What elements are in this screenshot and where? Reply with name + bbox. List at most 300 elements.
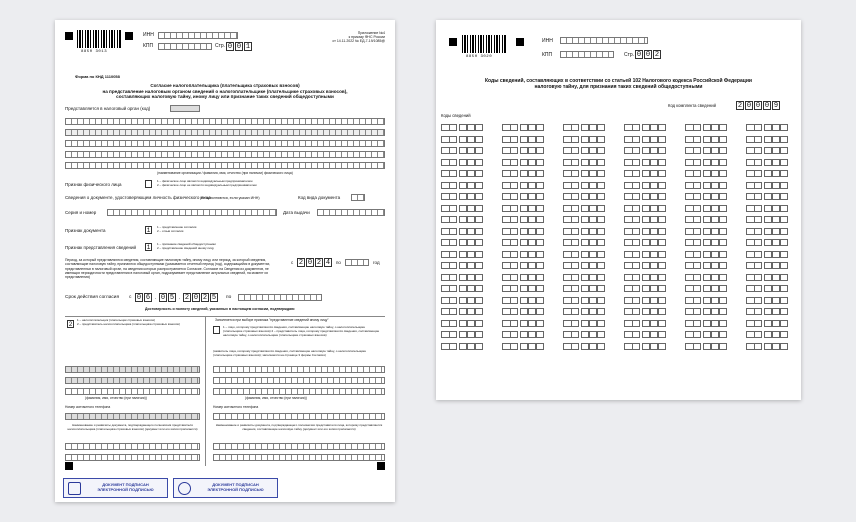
info-code-field[interactable] bbox=[441, 228, 483, 235]
info-code-field[interactable] bbox=[502, 320, 544, 327]
code-cell bbox=[571, 239, 579, 246]
code-cell bbox=[746, 182, 754, 189]
code-cell bbox=[502, 297, 510, 304]
recipient-fio-row-1[interactable] bbox=[213, 366, 385, 373]
info-code-field[interactable] bbox=[624, 262, 666, 269]
info-code-field[interactable] bbox=[441, 147, 483, 154]
info-code-field[interactable] bbox=[563, 228, 605, 235]
recipient-fio-row-3[interactable] bbox=[213, 388, 385, 395]
info-code-field[interactable] bbox=[441, 170, 483, 177]
code-cell bbox=[589, 343, 597, 350]
signer-fio-row-3[interactable] bbox=[65, 388, 200, 395]
info-code-field[interactable] bbox=[685, 308, 727, 315]
code-cell bbox=[764, 331, 772, 338]
code-cell bbox=[502, 228, 510, 235]
info-code-field[interactable] bbox=[624, 159, 666, 166]
inn-field[interactable] bbox=[158, 32, 238, 39]
date-digit[interactable]: 2 bbox=[202, 293, 208, 302]
info-code-field[interactable] bbox=[685, 320, 727, 327]
code-cell bbox=[685, 274, 693, 281]
code-cell bbox=[746, 216, 754, 223]
info-code-field[interactable] bbox=[624, 343, 666, 350]
info-code-field[interactable] bbox=[685, 262, 727, 269]
set-code-digit[interactable]: 0 bbox=[755, 101, 761, 110]
info-code-field[interactable] bbox=[441, 297, 483, 304]
code-cell bbox=[693, 147, 701, 154]
info-code-field[interactable] bbox=[563, 205, 605, 212]
code-cell bbox=[475, 182, 483, 189]
code-cell bbox=[520, 285, 528, 292]
set-code-digit[interactable]: 2 bbox=[737, 101, 743, 110]
code-cell bbox=[764, 251, 772, 258]
info-code-field[interactable] bbox=[563, 136, 605, 143]
date-digit[interactable]: 5 bbox=[211, 293, 217, 302]
code-cell bbox=[510, 262, 518, 269]
info-code-field[interactable] bbox=[746, 124, 788, 131]
code-cell bbox=[536, 182, 544, 189]
info-code-field[interactable] bbox=[685, 274, 727, 281]
code-cell bbox=[536, 159, 544, 166]
info-code-field[interactable] bbox=[563, 262, 605, 269]
org-name-row-2[interactable] bbox=[65, 129, 385, 136]
info-code-field[interactable] bbox=[563, 285, 605, 292]
org-name-row-5[interactable] bbox=[65, 162, 385, 169]
signer-fio-row-2[interactable] bbox=[65, 377, 200, 384]
code-cell bbox=[502, 136, 510, 143]
corner-marker bbox=[449, 38, 457, 46]
info-code-field[interactable] bbox=[563, 182, 605, 189]
info-code-field[interactable] bbox=[441, 285, 483, 292]
org-name-row-1[interactable] bbox=[65, 118, 385, 125]
code-cell bbox=[746, 205, 754, 212]
code-cell bbox=[693, 297, 701, 304]
year-digit[interactable]: 4 bbox=[325, 258, 331, 267]
set-code-value bbox=[736, 101, 781, 110]
info-code-field[interactable] bbox=[563, 331, 605, 338]
code-cell bbox=[528, 205, 536, 212]
org-name-row-4[interactable] bbox=[65, 151, 385, 158]
info-code-field[interactable] bbox=[563, 124, 605, 131]
code-cell bbox=[703, 343, 711, 350]
info-code-field[interactable] bbox=[685, 159, 727, 166]
info-code-field[interactable] bbox=[746, 274, 788, 281]
code-cell bbox=[693, 124, 701, 131]
info-code-field[interactable] bbox=[502, 251, 544, 258]
info-code-field[interactable] bbox=[441, 262, 483, 269]
code-cell bbox=[685, 136, 693, 143]
code-cell bbox=[589, 182, 597, 189]
info-code-field[interactable] bbox=[624, 216, 666, 223]
info-code-field[interactable] bbox=[746, 193, 788, 200]
code-cell bbox=[502, 216, 510, 223]
date-separator: . bbox=[155, 295, 157, 301]
inn-field[interactable] bbox=[560, 37, 648, 44]
validity-to-label: по bbox=[226, 295, 232, 300]
info-code-field[interactable] bbox=[685, 331, 727, 338]
document-sign-options: 1 – представление согласия 2 – отзыв согласия bbox=[157, 225, 197, 233]
code-cell bbox=[459, 147, 467, 154]
recipient-fio-row-2[interactable] bbox=[213, 377, 385, 384]
date-digit[interactable]: 0 bbox=[193, 293, 199, 302]
signer-phone-field[interactable] bbox=[65, 413, 200, 420]
info-code-field[interactable] bbox=[746, 136, 788, 143]
code-cell bbox=[571, 159, 579, 166]
code-cell bbox=[746, 343, 754, 350]
info-sign-field[interactable]: 1 bbox=[146, 243, 151, 251]
code-cell bbox=[571, 170, 579, 177]
doc-type-code-field[interactable] bbox=[351, 194, 365, 201]
info-code-field[interactable] bbox=[502, 343, 544, 350]
info-code-field[interactable] bbox=[502, 124, 544, 131]
info-code-field[interactable] bbox=[441, 205, 483, 212]
emblem-icon bbox=[178, 482, 191, 495]
info-code-field[interactable] bbox=[624, 205, 666, 212]
info-code-field[interactable] bbox=[685, 182, 727, 189]
signer-doc-caption: Наименование и реквизиты документа, подтверждающего полномочия представителя налогоплательщика (плательщика страховых взносов) (документ или его копия прилагается) bbox=[67, 423, 198, 431]
info-code-field[interactable] bbox=[746, 308, 788, 315]
info-code-field[interactable] bbox=[746, 216, 788, 223]
code-cell bbox=[581, 239, 589, 246]
info-code-field[interactable] bbox=[441, 239, 483, 246]
info-code-field[interactable] bbox=[685, 216, 727, 223]
code-cell bbox=[581, 170, 589, 177]
code-cell bbox=[467, 320, 475, 327]
info-code-field[interactable] bbox=[685, 205, 727, 212]
info-code-field[interactable] bbox=[563, 297, 605, 304]
code-cell bbox=[642, 262, 650, 269]
info-code-field[interactable] bbox=[624, 228, 666, 235]
code-cell bbox=[563, 170, 571, 177]
info-code-field[interactable] bbox=[746, 331, 788, 338]
info-code-field[interactable] bbox=[746, 297, 788, 304]
info-code-field[interactable] bbox=[441, 331, 483, 338]
code-cell bbox=[632, 239, 640, 246]
code-cell bbox=[571, 124, 579, 131]
info-code-field[interactable] bbox=[746, 285, 788, 292]
code-cell bbox=[685, 124, 693, 131]
code-cell bbox=[764, 308, 772, 315]
code-cell bbox=[441, 147, 449, 154]
info-sign-label: Признак представления сведений bbox=[65, 245, 136, 250]
code-cell bbox=[703, 182, 711, 189]
code-cell bbox=[441, 297, 449, 304]
signer-fio-row-1[interactable] bbox=[65, 366, 200, 373]
info-code-field[interactable] bbox=[502, 147, 544, 154]
info-code-field[interactable] bbox=[624, 274, 666, 281]
series-number-label: Серия и номер bbox=[65, 210, 97, 215]
individual-sign-field[interactable] bbox=[145, 180, 152, 188]
code-cell bbox=[571, 216, 579, 223]
info-code-field[interactable] bbox=[746, 182, 788, 189]
date-digit[interactable]: 0 bbox=[160, 293, 166, 302]
info-code-field[interactable] bbox=[502, 216, 544, 223]
corner-marker bbox=[65, 462, 73, 470]
code-cell bbox=[746, 124, 754, 131]
info-code-field[interactable] bbox=[502, 170, 544, 177]
info-code-field[interactable] bbox=[441, 320, 483, 327]
info-code-field[interactable] bbox=[746, 320, 788, 327]
period-year-suffix: год bbox=[373, 260, 380, 265]
tax-authority-code-field[interactable] bbox=[170, 105, 200, 112]
code-cell bbox=[642, 205, 650, 212]
info-code-field[interactable] bbox=[441, 193, 483, 200]
code-cell bbox=[510, 343, 518, 350]
code-cell bbox=[754, 205, 762, 212]
info-code-field[interactable] bbox=[441, 136, 483, 143]
info-code-field[interactable] bbox=[563, 274, 605, 281]
code-cell bbox=[475, 274, 483, 281]
info-code-field[interactable] bbox=[441, 182, 483, 189]
info-code-field[interactable] bbox=[685, 285, 727, 292]
info-code-field[interactable] bbox=[746, 147, 788, 154]
code-cell bbox=[563, 159, 571, 166]
kpp-field[interactable] bbox=[560, 51, 614, 58]
date-digit[interactable]: 2 bbox=[184, 293, 190, 302]
period-to-year[interactable] bbox=[345, 259, 369, 266]
code-cell bbox=[441, 285, 449, 292]
code-cell bbox=[772, 228, 780, 235]
info-code-field[interactable] bbox=[502, 228, 544, 235]
code-cell bbox=[449, 239, 457, 246]
info-code-field[interactable] bbox=[502, 205, 544, 212]
info-code-field[interactable] bbox=[502, 297, 544, 304]
code-cell bbox=[719, 331, 727, 338]
info-code-field[interactable] bbox=[563, 147, 605, 154]
code-cell bbox=[467, 159, 475, 166]
code-cell bbox=[624, 136, 632, 143]
code-cell bbox=[624, 331, 632, 338]
code-cell bbox=[475, 136, 483, 143]
info-code-field[interactable] bbox=[502, 193, 544, 200]
code-cell bbox=[510, 159, 518, 166]
recipient-sign-field[interactable] bbox=[213, 326, 220, 334]
corner-marker bbox=[516, 38, 524, 46]
document-sign-field[interactable]: 1 bbox=[146, 226, 151, 234]
year-digit[interactable]: 2 bbox=[316, 258, 322, 267]
info-code-field[interactable] bbox=[441, 308, 483, 315]
info-code-field[interactable] bbox=[624, 170, 666, 177]
info-code-field[interactable] bbox=[685, 297, 727, 304]
code-cell bbox=[581, 205, 589, 212]
info-code-field[interactable] bbox=[685, 124, 727, 131]
info-code-field[interactable] bbox=[563, 239, 605, 246]
signer-doc-row-1[interactable] bbox=[65, 443, 200, 450]
code-cell bbox=[685, 216, 693, 223]
date-digit[interactable]: 6 bbox=[145, 293, 151, 302]
code-cell bbox=[520, 147, 528, 154]
code-cell bbox=[780, 343, 788, 350]
info-code-field[interactable] bbox=[441, 216, 483, 223]
code-cell bbox=[719, 170, 727, 177]
page-digit: 1 bbox=[245, 42, 251, 51]
info-code-field[interactable] bbox=[624, 251, 666, 258]
code-cell bbox=[650, 182, 658, 189]
info-code-field[interactable] bbox=[746, 239, 788, 246]
year-digit[interactable]: 0 bbox=[307, 258, 313, 267]
info-code-field[interactable] bbox=[685, 193, 727, 200]
code-cell bbox=[597, 343, 605, 350]
code-cell bbox=[746, 239, 754, 246]
code-cell bbox=[685, 320, 693, 327]
info-code-field[interactable] bbox=[624, 331, 666, 338]
code-cell bbox=[449, 320, 457, 327]
info-code-field[interactable] bbox=[441, 124, 483, 131]
code-cell bbox=[624, 285, 632, 292]
code-cell bbox=[510, 331, 518, 338]
info-code-field[interactable] bbox=[563, 308, 605, 315]
info-code-field[interactable] bbox=[502, 239, 544, 246]
code-cell bbox=[711, 331, 719, 338]
code-cell bbox=[719, 159, 727, 166]
code-cell bbox=[632, 274, 640, 281]
info-code-field[interactable] bbox=[685, 251, 727, 258]
code-cell bbox=[703, 308, 711, 315]
info-code-field[interactable] bbox=[563, 343, 605, 350]
code-cell bbox=[563, 228, 571, 235]
code-cell bbox=[632, 216, 640, 223]
info-code-field[interactable] bbox=[746, 262, 788, 269]
info-code-field[interactable] bbox=[746, 343, 788, 350]
code-cell bbox=[528, 251, 536, 258]
recipient-doc-row-2[interactable] bbox=[213, 454, 385, 461]
issue-date-field[interactable] bbox=[317, 209, 385, 216]
set-code-digit[interactable]: 9 bbox=[773, 101, 779, 110]
info-code-field[interactable] bbox=[624, 297, 666, 304]
code-cell bbox=[459, 297, 467, 304]
recipient-doc-row-1[interactable] bbox=[213, 443, 385, 450]
info-code-field[interactable] bbox=[502, 274, 544, 281]
code-cell bbox=[642, 343, 650, 350]
info-code-field[interactable] bbox=[502, 285, 544, 292]
kpp-field[interactable] bbox=[158, 43, 212, 50]
info-code-field[interactable] bbox=[441, 159, 483, 166]
date-digit[interactable]: 0 bbox=[136, 293, 142, 302]
info-code-field[interactable] bbox=[685, 343, 727, 350]
info-code-field[interactable] bbox=[563, 251, 605, 258]
info-code-field[interactable] bbox=[624, 308, 666, 315]
info-code-field[interactable] bbox=[685, 147, 727, 154]
info-code-field[interactable] bbox=[624, 147, 666, 154]
code-cell bbox=[475, 262, 483, 269]
date-digit[interactable]: 5 bbox=[169, 293, 175, 302]
validity-to-date[interactable] bbox=[238, 294, 322, 301]
info-code-field[interactable] bbox=[441, 251, 483, 258]
signer-doc-row-2[interactable] bbox=[65, 454, 200, 461]
inn-label: ИНН bbox=[542, 38, 553, 44]
code-cell bbox=[536, 239, 544, 246]
code-cell bbox=[581, 182, 589, 189]
info-code-field[interactable] bbox=[685, 136, 727, 143]
info-code-field[interactable] bbox=[502, 262, 544, 269]
info-code-field[interactable] bbox=[563, 159, 605, 166]
code-cell bbox=[754, 216, 762, 223]
info-code-field[interactable] bbox=[502, 159, 544, 166]
code-cell bbox=[475, 124, 483, 131]
info-code-field[interactable] bbox=[624, 193, 666, 200]
consent-form-page-1 bbox=[55, 20, 395, 502]
code-cell bbox=[510, 193, 518, 200]
code-cell bbox=[449, 343, 457, 350]
set-code-digit[interactable]: 0 bbox=[764, 101, 770, 110]
info-code-field[interactable] bbox=[746, 205, 788, 212]
info-code-field[interactable] bbox=[624, 285, 666, 292]
recipient-phone-field[interactable] bbox=[213, 413, 385, 420]
info-code-field[interactable] bbox=[502, 182, 544, 189]
signer-field[interactable]: 2 bbox=[68, 320, 73, 328]
barcode-number: 8850 3020 bbox=[466, 55, 493, 59]
info-code-field[interactable] bbox=[685, 170, 727, 177]
code-cell bbox=[719, 147, 727, 154]
code-cell bbox=[449, 251, 457, 258]
code-cell bbox=[754, 170, 762, 177]
info-code-field[interactable] bbox=[685, 228, 727, 235]
info-code-field[interactable] bbox=[746, 159, 788, 166]
info-code-field[interactable] bbox=[746, 170, 788, 177]
code-cell bbox=[764, 170, 772, 177]
info-code-field[interactable] bbox=[624, 320, 666, 327]
code-cell bbox=[536, 251, 544, 258]
info-code-field[interactable] bbox=[563, 320, 605, 327]
code-cell bbox=[719, 239, 727, 246]
info-code-field[interactable] bbox=[624, 124, 666, 131]
code-cell bbox=[520, 170, 528, 177]
info-code-field[interactable] bbox=[441, 274, 483, 281]
info-code-field[interactable] bbox=[563, 193, 605, 200]
code-cell bbox=[711, 216, 719, 223]
info-code-field[interactable] bbox=[502, 136, 544, 143]
code-cell bbox=[719, 136, 727, 143]
code-cell bbox=[719, 182, 727, 189]
info-code-field[interactable] bbox=[746, 228, 788, 235]
code-cell bbox=[764, 205, 772, 212]
code-cell bbox=[754, 136, 762, 143]
code-cell bbox=[528, 159, 536, 166]
info-code-field[interactable] bbox=[502, 308, 544, 315]
info-code-field[interactable] bbox=[441, 343, 483, 350]
info-code-field[interactable] bbox=[502, 331, 544, 338]
code-cell bbox=[467, 343, 475, 350]
code-cell bbox=[624, 228, 632, 235]
code-cell bbox=[467, 331, 475, 338]
series-number-field[interactable] bbox=[107, 209, 277, 216]
code-cell bbox=[685, 147, 693, 154]
code-cell bbox=[650, 320, 658, 327]
info-code-field[interactable] bbox=[563, 170, 605, 177]
info-code-field[interactable] bbox=[746, 251, 788, 258]
code-cell bbox=[581, 193, 589, 200]
code-cell bbox=[520, 343, 528, 350]
org-name-row-3[interactable] bbox=[65, 140, 385, 147]
code-cell bbox=[780, 297, 788, 304]
info-code-field[interactable] bbox=[624, 239, 666, 246]
info-code-field[interactable] bbox=[563, 216, 605, 223]
year-digit[interactable]: 2 bbox=[298, 258, 304, 267]
code-cell bbox=[685, 205, 693, 212]
code-cell bbox=[650, 147, 658, 154]
code-cell bbox=[754, 182, 762, 189]
code-cell bbox=[624, 308, 632, 315]
code-cell bbox=[772, 274, 780, 281]
info-code-field[interactable] bbox=[685, 239, 727, 246]
info-code-field[interactable] bbox=[624, 182, 666, 189]
recipient-doc-caption: Наименование и реквизиты документа, подтверждающего полномочия представителя лица, которому представляются сведения, составляющие налоговую тайну (документ или его копия прилагается) bbox=[215, 423, 383, 431]
info-code-field[interactable] bbox=[624, 136, 666, 143]
code-cell bbox=[658, 182, 666, 189]
barcode bbox=[462, 35, 506, 53]
code-cell bbox=[719, 251, 727, 258]
set-code-digit[interactable]: 0 bbox=[746, 101, 752, 110]
code-cell bbox=[475, 170, 483, 177]
